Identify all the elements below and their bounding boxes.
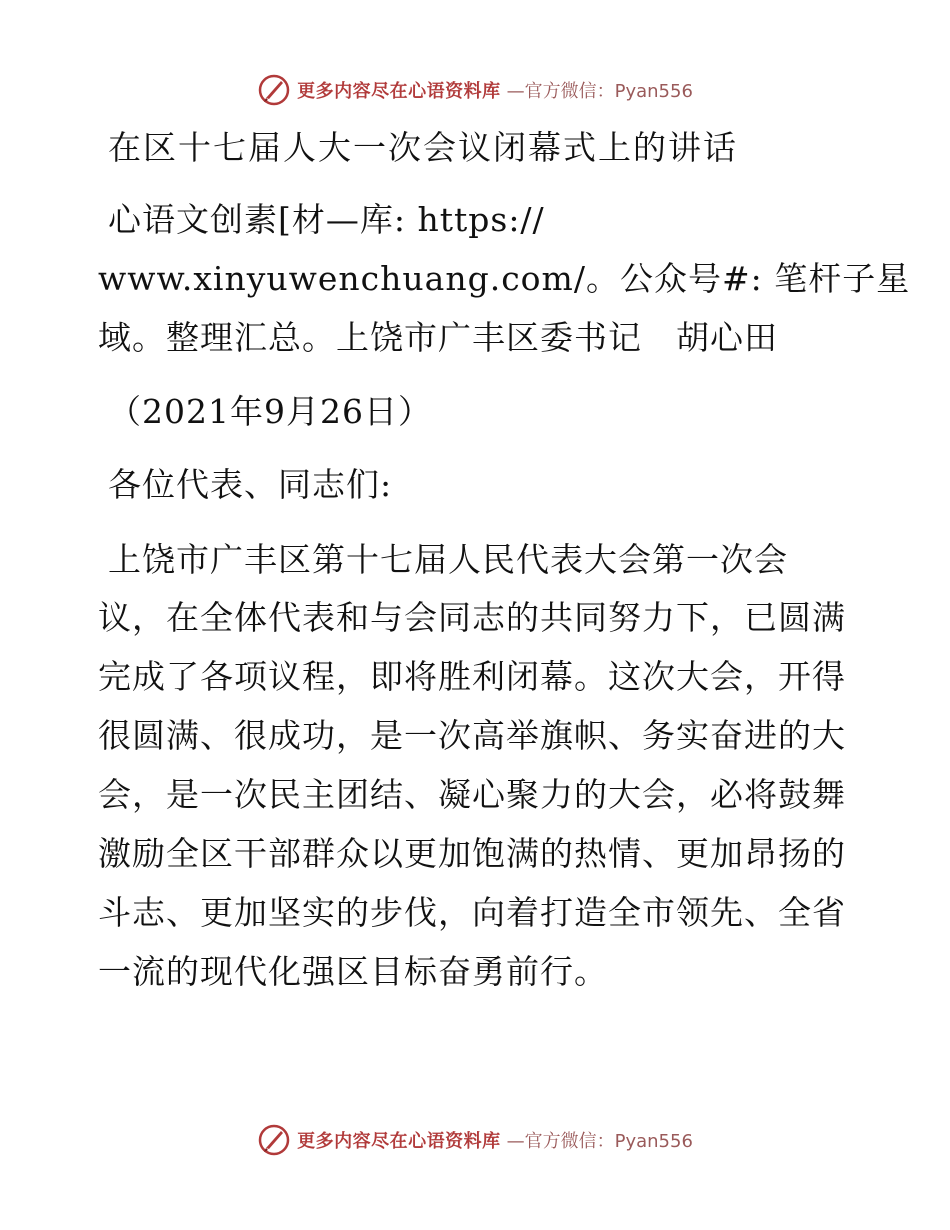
quill-logo-icon: [257, 73, 291, 107]
paragraph-line-7: 斗志、更加坚实的步伐，向着打造全市领先、全省: [98, 893, 846, 932]
paragraph-line-5: 会，是一次民主团结、凝心聚力的大会，必将鼓舞: [98, 775, 846, 814]
source-line-2: www.xinyuwenchuang.com/。公众号#: 笔杆子星: [98, 259, 911, 298]
quill-logo-icon: [257, 1123, 291, 1157]
source-line-3: 域。整理汇总。上饶市广丰区委书记 胡心田: [98, 318, 778, 357]
paragraph-line-8: 一流的现代化强区目标奋勇前行。: [98, 952, 608, 991]
watermark-wechat-text: —官方微信：Pyan556: [506, 81, 693, 102]
footer-watermark: [0, 1120, 950, 1160]
paragraph-line-1: 上饶市广丰区第十七届人民代表大会第一次会: [108, 540, 788, 579]
watermark-main-text: 更多内容尽在心语资料库: [297, 1131, 501, 1152]
paragraph-line-3: 完成了各项议程，即将胜利闭幕。这次大会，开得: [98, 657, 846, 696]
paragraph-line-6: 激励全区干部群众以更加饱满的热情、更加昂扬的: [98, 834, 846, 873]
source-line-1: 心语文创素[材—库: https://: [108, 200, 545, 239]
document-title: 在区十七届人大一次会议闭幕式上的讲话: [108, 128, 738, 167]
paragraph-line-2: 议，在全体代表和与会同志的共同努力下，已圆满: [98, 598, 846, 637]
speech-date: （2021年9月26日）: [108, 392, 432, 431]
header-watermark: [0, 70, 950, 110]
watermark-main-text: 更多内容尽在心语资料库: [297, 81, 501, 102]
paragraph-line-4: 很圆满、很成功，是一次高举旗帜、务实奋进的大: [98, 716, 846, 755]
watermark-wechat-text: —官方微信：Pyan556: [506, 1131, 693, 1152]
salutation: 各位代表、同志们:: [108, 465, 393, 504]
